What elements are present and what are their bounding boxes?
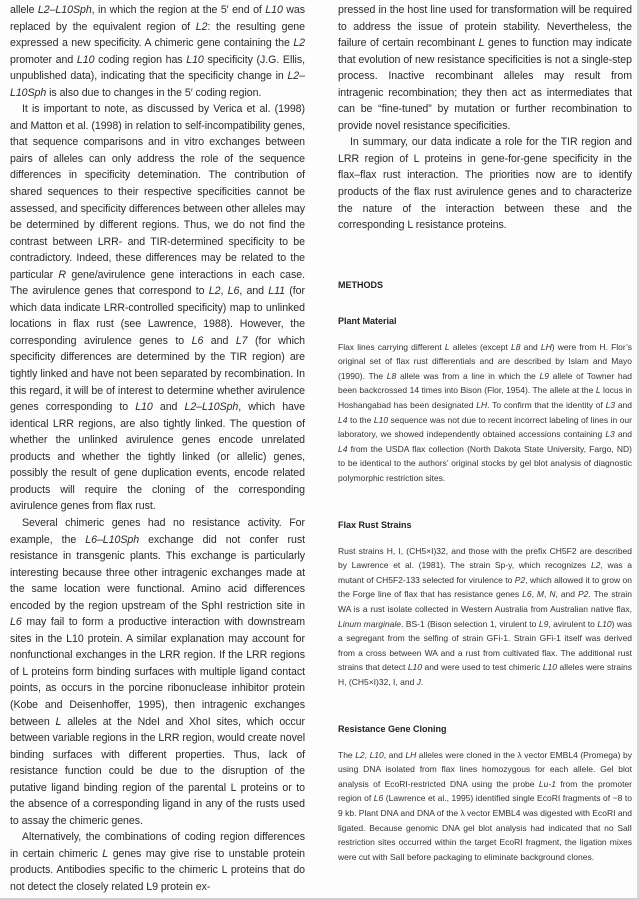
methods-paragraph: Flax lines carrying different L alleles (except L8 and LH) were from H. Flor’s original set of flax rust differentials and are described by Islam and Mayo (1990). The L8 allele was from a line in which the L9 allele of Towner had been backcrossed 14 times into Bison (Flor, 1954). The allele at the L locus in Hoshangabad has been designated LH. To confirm that the identity of L3 and L4 to the L10 sequence was not due to recent incorrect labeling of lines in our laboratory, we showed independently obtained accessions containing L3 and L4 from the USDA flax collection (North Dakota State University, Fargo, ND) to be identical to the authors’ original stocks by gel blot analysis of diagnostic polymorphic restriction sites. (338, 341, 633, 483)
paragraph: Alternatively, the combinations of coding region differences in certain chimeric L genes may give rise to unstable protein products. Antibodies specific to the chimeric L proteins that do not detect the closely related L9 protein ex- (10, 831, 306, 893)
paragraph: pressed in the host line used for transformation will be required to address the issue of protein stability. Nevertheless, the failure of certain recombinant L genes to function may indicate that evolution of new resistance specificities is not a single-step process. Inactive recombinant alleles may result from intragenic recombination; they then act as intermediates that can be “fine-tuned” by mutation or further recombination to provide novel resistance specificities. (338, 4, 632, 132)
left-column (10, 2, 305, 896)
paragraph: Several chimeric genes had no resistance activity. For example, the L6–L10Sph exchange did not confer rust resistance in transgenic plants. This exchange is particularly interesting because three other intragenic exchanges made at the same location were functional. Amino acid differences encoded by the region upstream of the SphI restriction site in L6 may fail to form a productive interaction with downstream sites in the L10 protein. A similar explanation may account for nonfunctional exchanges in the LRR region. If the LRR regions of L proteins form binding surfaces with multiple ligand contact points, as occurs in the porcine ribonuclease inhibitor protein (Kobe and Deisenhoffer, 1995), then intragenic exchanges between L alleles at the NdeI and XhoI sites, which occur between variable regions in the LRR region, would create novel binding surfaces with different properties. Thus, lack of resistance function could be due to the disruption of the putative ligand binding region of the parental L proteins or to the absence of a corresponding ligand in any of the rusts used to assay the chimeric genes. (10, 516, 306, 827)
section-heading-methods: METHODS (338, 279, 383, 290)
methods-paragraph: The L2, L10, and LH alleles were cloned in the λ vector EMBL4 (Promega) by using DNA isolated from flax lines homozygous for each allele. Gel blot analysis of EcoRI-restricted DNA using the probe Lu-1 from the promoter region of L6 (Lawrence et al., 1995) identified single EcoRI fragments of ~8 to 9 kb. Plant DNA and DNA of the λ vector EMBL4 was digested with EcoRI and ligated. Because genomic DNA gel blot analysis had indicated that no SalI restriction sites occurred within the target EcoRI fragment, the ligation mixes were cut with SalI before packaging to eliminate background clones. (338, 749, 632, 862)
subsection-heading-resistance-gene-cloning: Resistance Gene Cloning (338, 723, 447, 734)
right-column (338, 2, 632, 864)
subsection-heading-plant-material: Plant Material (338, 315, 397, 326)
paragraph: In summary, our data indicate a role for the TIR region and LRR region of L proteins in gene-for-gene specificity in the flax–flax rust interaction. The priorities now are to identify products of the flax rust avirulence genes and to characterize the nature of the interaction between these and the corresponding L resistance proteins. (338, 136, 632, 232)
methods-paragraph: Rust strains H, I, (CH5×I)32, and those with the prefix CH5F2 are described by Lawrence et al. (1981). The strain Sp-y, which recognizes L2, was a mutant of CH5F2-133 selected for virulence to P2, which allowed it to grow on the Forge line of flax that has resistance genes L6, M, N, and P2. The strain WA is a rust isolate collected in Western Australia from Australian native flax, Linum marginale. BS-1 (Bison selection 1, virulent to L9, avirulent to L10) was a segregant from the selfing of strain GFi-1. Strain GFi-1 itself was derived from a cross between WA and a rust from cultivated flax. The additional rust strains that detect L10 and were used to test chimeric L10 alleles were strains H, (CH5×I)32, I, and J. (338, 545, 633, 687)
paragraph: allele L2–L10Sph, in which the region at the 5′ end of L10 was replaced by the equivalent region of L2: the resulting gene expressed a new specificity. A chimeric gene containing the L2 promoter and L10 coding region has L10 specificity (J.G. Ellis, unpublished data), indicating that the specificity change in L2–L10Sph is also due to changes in the 5′ coding region. (10, 4, 305, 99)
paragraph: It is important to note, as discussed by Verica et al. (1998) and Matton et al. (1998) in relation to self-incompatibility genes, that sequence comparisons and in vitro exchanges between pairs of alleles can only address the role of the sequence differences in specificity detemination. The contribution of shared sequences to their respective specificities cannot be assessed, and specificity differences between other alleles may be determined by different regions. Thus, we do not find the contrast between LRR- and TIR-determined specificity to be contradictory. Indeed, these differences may be related to the particular R gene/avirulence gene interactions in each case. The avirulence genes that correspond to L2, L6, and L11 (for which data indicate LRR-controlled specificity) map to unlinked locations in flax rust (see Lawrence, 1988). However, the corresponding avirulence genes to L6 and L7 (for which specificity differences are determined by the TIR region) are tightly linked and have not been separated by recombination. In this regard, it will be of interest to determine whether avirulence genes corresponding to L10 and L2–L10Sph, which have identical LRR regions, are also tightly linked. The question of whether the unlinked avirulence genes encode unrelated products and whether the tightly linked (or allelic) genes, possibly the result of gene duplication events, encode related products will require the cloning of the corresponding avirulence genes from flax rust. (10, 103, 306, 513)
subsection-heading-flax-rust-strains: Flax Rust Strains (338, 519, 412, 530)
